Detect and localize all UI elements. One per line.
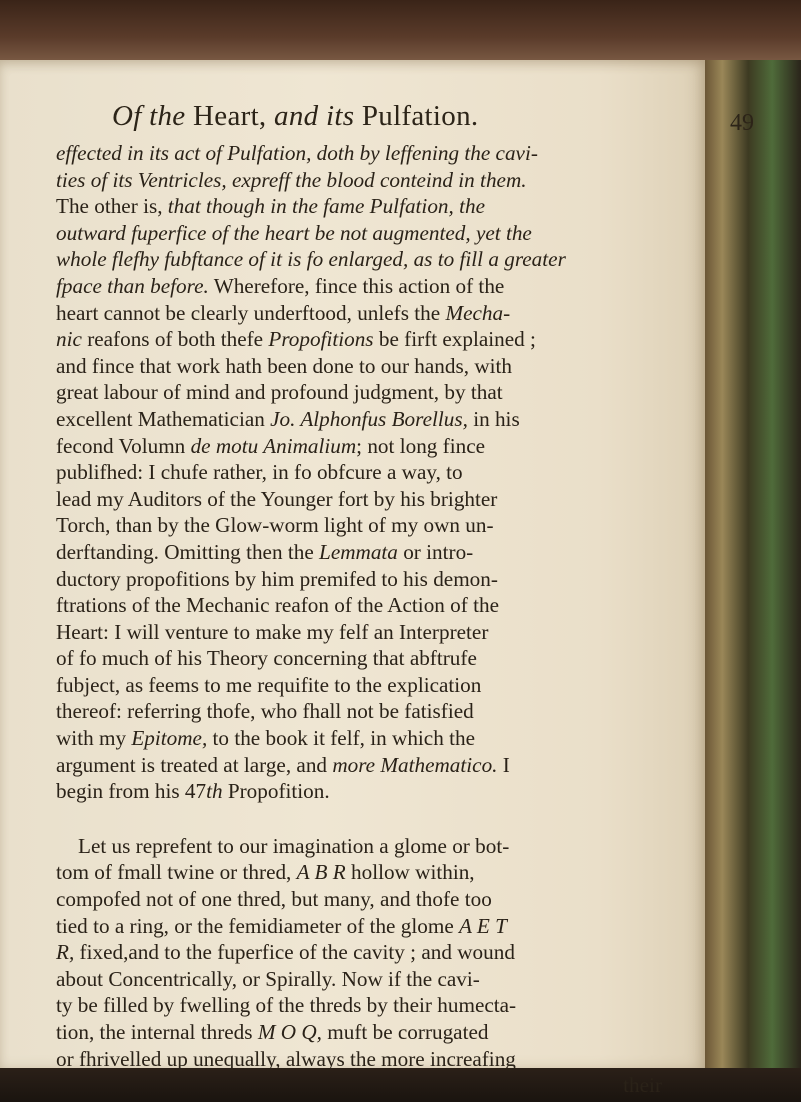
header-prefix: Of the bbox=[112, 100, 194, 132]
italic-segment: Jo. Alphonfus Borellus, bbox=[270, 406, 468, 431]
text-line bbox=[56, 1019, 704, 1046]
text-segment: and fince that work hath been done to our hands, with bbox=[56, 353, 512, 378]
text-line bbox=[56, 326, 704, 353]
catchword: their bbox=[623, 1073, 662, 1098]
text-line bbox=[56, 459, 704, 486]
text-segment: muft be corrugated bbox=[321, 1020, 489, 1044]
text-segment: tion, the internal threds bbox=[56, 1020, 258, 1044]
text-segment: lead my Auditors of the Younger fort by his brighter bbox=[56, 486, 498, 511]
text-segment: ty be filled by fwelling of the threds by their humecta- bbox=[56, 993, 517, 1018]
text-segment: with my bbox=[56, 726, 132, 751]
text-line bbox=[56, 966, 704, 993]
text-segment: be firft explained ; bbox=[373, 327, 536, 352]
text-segment: begin from his 47 bbox=[56, 779, 207, 804]
text-line bbox=[56, 1046, 704, 1073]
italic-segment: outward fuperfice of the heart be not augmented, yet the bbox=[56, 220, 532, 245]
text-segment: tied to a ring, or the femidiameter of the glome bbox=[56, 913, 460, 938]
italic-segment: A E T bbox=[459, 913, 507, 938]
text-segment: thereof: referring thofe, who fhall not be fatisfied bbox=[56, 699, 474, 724]
italic-segment: de motu Animalium bbox=[190, 433, 357, 458]
text-line bbox=[56, 833, 704, 860]
page-number: 49 bbox=[730, 110, 754, 136]
italic-segment: effected in its act of Pulfation, doth by leffening the cavi- bbox=[56, 141, 538, 165]
page-edge bbox=[705, 60, 801, 1070]
italic-segment: A B R bbox=[296, 860, 346, 885]
running-header bbox=[112, 100, 672, 144]
text-line bbox=[56, 939, 704, 966]
paragraph-gap bbox=[56, 805, 704, 833]
text-line bbox=[56, 193, 704, 220]
text-segment: Propofition. bbox=[222, 779, 330, 804]
text-line bbox=[56, 539, 704, 566]
text-line bbox=[56, 752, 704, 779]
text-line bbox=[56, 406, 704, 433]
text-line bbox=[56, 859, 704, 886]
text-segment: argument is treated at large, and bbox=[56, 752, 333, 777]
header-connector: and its bbox=[266, 100, 362, 132]
text-segment: of fo much of his Theory concerning that abftrufe bbox=[56, 646, 477, 671]
italic-segment: fpace than before. bbox=[56, 273, 209, 298]
text-segment: ftrations of the Mechanic reafon of the Action of the bbox=[56, 593, 500, 618]
text-line bbox=[56, 512, 704, 539]
text-line bbox=[56, 486, 704, 513]
top-shadow-band bbox=[0, 0, 801, 62]
text-line bbox=[56, 246, 704, 273]
text-line bbox=[56, 300, 704, 327]
italic-segment: Mecha- bbox=[445, 300, 511, 325]
text-line bbox=[56, 140, 704, 167]
text-segment: tom of fmall twine or thred, bbox=[56, 860, 297, 885]
text-segment: compofed not of one thred, but many, and thofe too bbox=[56, 887, 492, 912]
paragraph-1 bbox=[56, 140, 704, 805]
text-line bbox=[56, 566, 704, 593]
text-segment: Heart: I will venture to make my felf an Interpreter bbox=[56, 619, 489, 644]
text-segment: Let us reprefent to our imagination a glome or bot- bbox=[78, 833, 510, 858]
header-heart: Heart, bbox=[193, 100, 267, 132]
text-line bbox=[56, 220, 704, 247]
text-segment: reafons of both thefe bbox=[81, 327, 269, 352]
header-pulsation: Pulfation. bbox=[361, 100, 479, 132]
body-text bbox=[56, 140, 704, 1099]
italic-segment: nic bbox=[56, 327, 82, 352]
italic-segment: Lemmata bbox=[319, 539, 398, 564]
italic-segment: th bbox=[206, 779, 223, 804]
text-line bbox=[56, 778, 704, 805]
text-line bbox=[56, 698, 704, 725]
text-segment: heart cannot be clearly underftood, unlefs the bbox=[56, 300, 446, 325]
italic-segment: that though in the fame Pulfation, the bbox=[167, 194, 485, 219]
text-line bbox=[56, 725, 704, 752]
text-segment: Torch, than by the Glow-worm light of my own un- bbox=[56, 513, 494, 538]
paragraph-2 bbox=[56, 833, 704, 1072]
italic-segment: Epitome, bbox=[131, 726, 208, 751]
text-segment: to the book it felf, in which the bbox=[207, 726, 475, 751]
text-segment: fecond Volumn bbox=[56, 433, 191, 458]
text-line bbox=[56, 167, 704, 194]
italic-segment: R, bbox=[56, 940, 75, 965]
text-segment: ; not long fince bbox=[356, 433, 486, 458]
text-line bbox=[56, 433, 704, 460]
text-line bbox=[56, 913, 704, 940]
italic-segment: M O Q, bbox=[257, 1020, 322, 1044]
text-segment: about Concentrically, or Spirally. Now if the cavi- bbox=[56, 966, 480, 991]
text-segment: fubject, as feems to me requifite to the explication bbox=[56, 672, 482, 697]
text-segment: I bbox=[497, 752, 510, 777]
text-segment: or fhrivelled up unequally, always the more increafing bbox=[56, 1046, 516, 1071]
italic-segment: whole flefhy fubftance of it is fo enlarged, as to fill a greater bbox=[56, 247, 566, 272]
text-line bbox=[56, 592, 704, 619]
text-segment: great labour of mind and profound judgment, by that bbox=[56, 380, 503, 405]
text-line bbox=[56, 645, 704, 672]
text-line bbox=[56, 273, 704, 300]
text-segment: or intro- bbox=[397, 539, 474, 564]
text-segment: in his bbox=[467, 406, 520, 431]
text-segment: hollow within, bbox=[345, 860, 475, 885]
text-line bbox=[56, 379, 704, 406]
text-line bbox=[56, 353, 704, 380]
text-segment: derftanding. Omitting then the bbox=[56, 539, 320, 564]
text-segment: publifhed: I chufe rather, in fo obfcure a way, to bbox=[56, 460, 463, 485]
text-line bbox=[56, 992, 704, 1019]
italic-segment: more Mathematico. bbox=[332, 752, 498, 777]
italic-segment: Propofitions bbox=[268, 327, 374, 352]
text-segment: Wherefore, fince this action of the bbox=[208, 273, 505, 298]
text-segment: The other is, bbox=[56, 194, 168, 219]
text-line bbox=[56, 619, 704, 646]
text-segment: excellent Mathematician bbox=[56, 406, 271, 431]
italic-segment: ties of its Ventricles, expreff the blood conteind in them. bbox=[56, 167, 527, 192]
text-line bbox=[56, 672, 704, 699]
text-segment: fixed,and to the fuperfice of the cavity ; and wound bbox=[74, 940, 515, 965]
text-line bbox=[56, 886, 704, 913]
text-segment: ductory propofitions by him premifed to his demon- bbox=[56, 566, 498, 591]
